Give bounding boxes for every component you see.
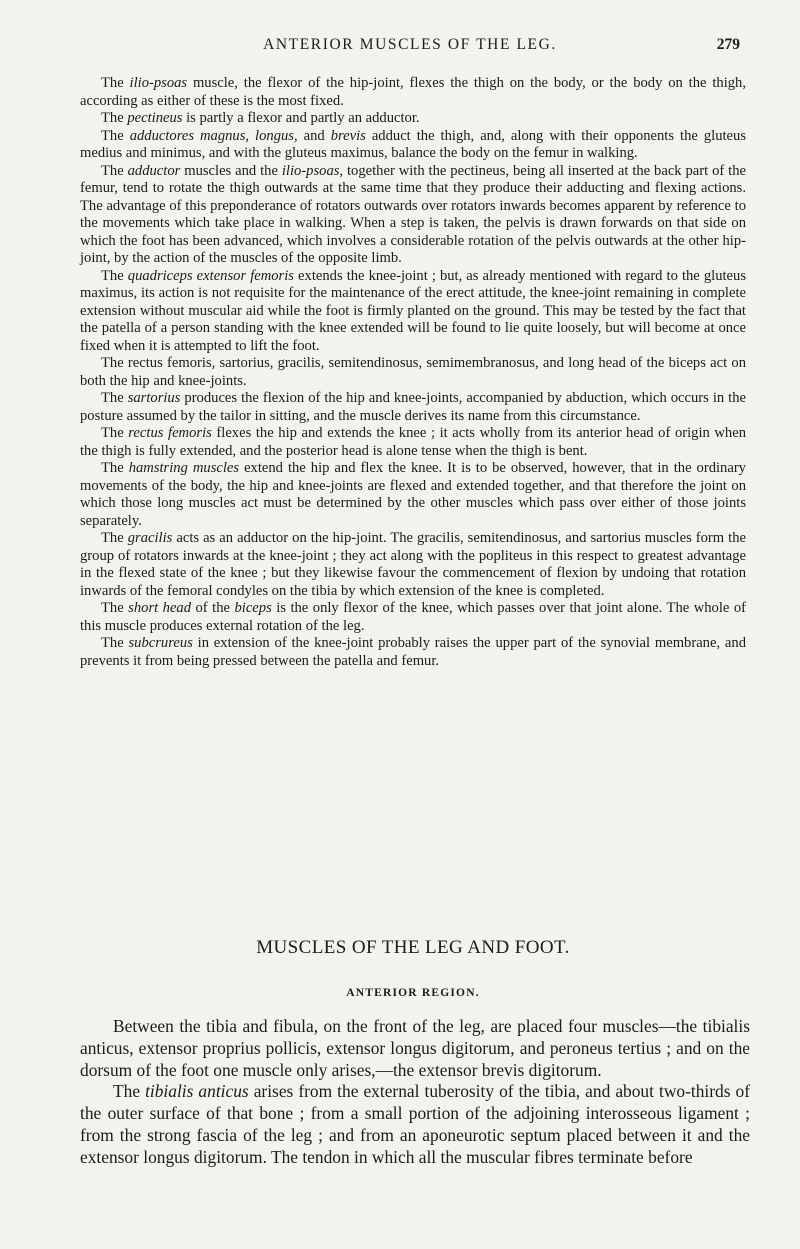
paragraph: The rectus femoris, sartorius, gracilis, semitendinosus, semimembranosus, and long head of the biceps act on both the hip and knee-joints.	[80, 355, 746, 389]
page-number: 279	[716, 36, 740, 53]
section-heading: MUSCLES OF THE LEG AND FOOT.	[256, 937, 570, 958]
paragraph: The hamstring muscles extend the hip and flex the knee. It is to be observed, however, that in the ordinary movements of the body, the hip and knee-joints are flexed and extended together, and that therefore the joint on which those long muscles act must be determined by the other muscles which pass over either of those joints separately.	[80, 460, 746, 529]
paragraph: Between the tibia and fibula, on the front of the leg, are placed four muscles—the tibialis anticus, extensor proprius pollicis, extensor longus digitorum, and peroneus tertius ; and on the dorsum of the foot one muscle only arises,—the extensor brevis digitorum.	[80, 1016, 750, 1080]
paragraph: The tibialis anticus arises from the external tuberosity of the tibia, and about two-thirds of the outer surface of that bone ; from a small portion of the adjoining interosseous ligament ; from the strong fascia of the leg ; and from an aponeurotic septum placed between it and the extensor longus digitorum. The tendon in which all the muscular fibres terminate before	[80, 1081, 750, 1167]
section-body-text	[80, 1016, 750, 1169]
body-text	[80, 75, 746, 670]
paragraph: The ilio-psoas muscle, the flexor of the hip-joint, flexes the thigh on the body, or the body on the thigh, according as either of these is the most fixed.	[80, 75, 746, 109]
paragraph: The rectus femoris flexes the hip and extends the knee ; it acts wholly from its anterior head of origin when the thigh is fully extended, and the posterior head is alone tense when the thigh is bent.	[80, 425, 747, 459]
paragraph: The pectineus is partly a flexor and partly an adductor.	[101, 110, 420, 126]
running-head	[80, 36, 740, 60]
paragraph: The short head of the biceps is the only flexor of the knee, which passes over that joint alone. The whole of this muscle produces external rotation of the leg.	[80, 600, 746, 634]
paragraph: The quadriceps extensor femoris extends the knee-joint ; but, as already mentioned with regard to the gluteus maximus, its action is not requisite for the maintenance of the erect attitude, the knee-joint remaining in complete extension without muscular aid while the foot is firmly planted on the ground. This may be tested by the fact that the patella of a person standing with the knee extended will be found to lie quite loosely, but will become at once fixed when it is attempted to lift the foot.	[80, 267, 747, 354]
running-title: ANTERIOR MUSCLES OF THE LEG.	[263, 36, 557, 53]
paragraph: The sartorius produces the flexion of the hip and knee-joints, accompanied by abduction, which occurs in the posture assumed by the tailor in sitting, and the muscle derives its name from this circumstance.	[80, 390, 746, 424]
paragraph: The adductores magnus, longus, and brevis adduct the thigh, and, along with their opponents the gluteus medius and minimus, and with the gluteus maximus, balance the body on the femur in walking.	[80, 127, 746, 161]
paragraph: The gracilis acts as an adductor on the hip-joint. The gracilis, semitendinosus, and sartorius muscles form the group of rotators inwards at the knee-joint ; they act along with the popliteus in this respect to greatest advantage in the flexed state of the knee ; but they likewise favour the commencement of flexion by undoing that rotation inwards of the femoral condyles on the tibia by which extension of the knee is completed.	[80, 530, 747, 599]
paragraph: The subcrureus in extension of the knee-joint probably raises the upper part of the synovial membrane, and prevents it from being pressed between the patella and femur.	[80, 635, 746, 669]
section-subheading: ANTERIOR REGION.	[346, 987, 480, 999]
paragraph: The adductor muscles and the ilio-psoas, together with the pectineus, being all inserted at the back part of the femur, tend to rotate the thigh outwards at the same time that they produce their adducting and flexing actions. The advantage of this preponderance of rotators outwards over rotators inwards becomes apparent by reference to the movements which take place in walking. When a step is taken, the pelvis is drawn forwards on that side on which the foot has been advanced, which involves a considerable rotation of the pelvis outwards at the other hip-joint, by the action of the muscles of the opposite limb.	[80, 162, 746, 266]
